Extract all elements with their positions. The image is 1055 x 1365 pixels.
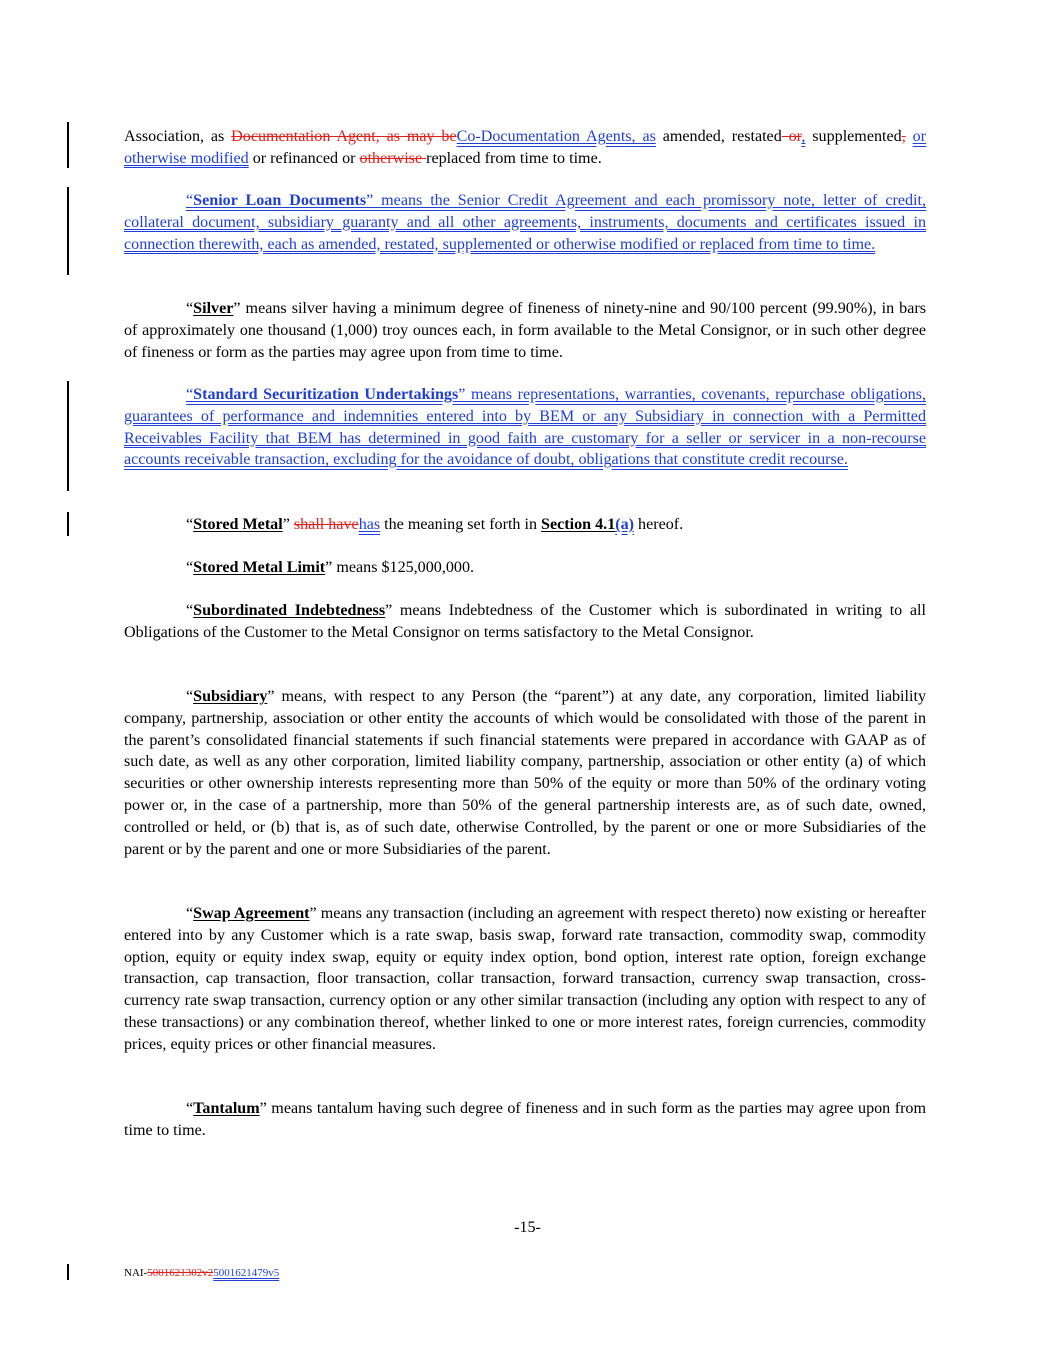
quote: “ — [186, 192, 194, 209]
definition-text: ” means the Senior Credit Agreement and each promissory note, letter of credit, collateral document, subsidiary guaranty and all other agreements, instruments, documents and certificates issued in connection therewith, each as amended, restated, supplemented or otherwise modified or replaced from time to time. — [124, 192, 926, 253]
deleted-text: shall have — [293, 516, 359, 533]
definition-silver — [124, 298, 926, 363]
quote: “ — [186, 300, 194, 317]
deleted-text: otherwise — [359, 149, 427, 167]
definition-text: ” means, with respect to any Person (the “parent”) at any date, any corporation, limited liability company, partnership, association or other entity the accounts of which would be consolidated with those of the parent in the parent’s consolidated financial statements if such financial statements were prepared in accordance with GAAP as of such date, as well as any other corporation, limited liability company, partnership, association or other entity (a) of which securities or other ownership interests representing more than 50% of the equity or more than 50% of the ordinary voting power or, in the case of a partnership, more than 50% of the general partnership interests are, as of such date, owned, controlled or held, or (b) that is, as of such date, otherwise Controlled, by the parent or one or more Subsidiaries of the parent or by the parent and one or more Subsidiaries of the parent. — [124, 688, 926, 858]
deleted-text: Documentation Agent, as may be — [231, 128, 457, 145]
definition-text: ” means Indebtedness of the Customer which is subordinated in writing to all Obligations of the Customer to the Metal Consignor on terms satisfactory to the Metal Consignor. — [124, 602, 926, 641]
quote: “ — [186, 559, 194, 576]
defined-term: Silver — [193, 300, 234, 317]
page-number: -15- — [514, 1219, 541, 1236]
text: or refinanced or — [248, 149, 360, 167]
footer-prefix: NAI- — [124, 1267, 148, 1279]
text — [906, 128, 913, 145]
defined-term: Tantalum — [193, 1100, 260, 1117]
definition-text: ” means representations, warranties, covenants, repurchase obligations, guarantees of performance and indemnities entered into by BEM or any Subsidiary in connection with a Permitted Receivables Facility that BEM has determined in good faith are customary for a seller or servicer in a non-recourse accounts receivable transaction, excluding for the avoidance of doubt, obligations that constitute credit recourse. — [124, 386, 926, 469]
defined-term: Subsidiary — [193, 688, 268, 705]
quote: “ — [186, 386, 194, 403]
quote: “ — [186, 516, 194, 533]
inserted-text: has — [358, 516, 381, 533]
definition-text: ” means tantalum having such degree of fineness and in such form as the parties may agree upon from time to time. — [124, 1100, 926, 1139]
inserted-text: , — [801, 128, 806, 145]
defined-term: Stored Metal Limit — [193, 559, 326, 576]
quote: “ — [186, 905, 194, 922]
definition-standard-securitization-undertakings — [124, 384, 926, 471]
definition-subordinated-indebtedness — [124, 600, 926, 644]
definition-swap-agreement — [124, 903, 926, 1056]
text: supplemented — [805, 128, 902, 145]
text: amended, restated — [655, 128, 782, 145]
quote: “ — [186, 688, 194, 705]
deleted-text: , — [901, 128, 906, 145]
defined-term: Standard Securitization Undertakings — [193, 386, 459, 403]
definition-tantalum — [124, 1098, 926, 1142]
definition-text: ” means silver having a minimum degree of fineness of ninety-nine and 90/100 percent (99.90%), in bars of approximately one thousand (1,000) troy ounces each, in form available to the Metal Consignor, or in such other degree of fineness or form as the parties may agree upon from time to time. — [124, 300, 926, 361]
document-footer-id — [124, 1267, 279, 1279]
deleted-text: 5001621302v2 — [147, 1267, 214, 1279]
inserted-text: or otherwise modified — [124, 128, 926, 167]
deleted-text: or — [781, 128, 802, 145]
section-reference: Section 4.1 — [541, 516, 616, 533]
change-bar — [67, 381, 69, 491]
definition-senior-loan-documents — [124, 190, 926, 255]
change-bar — [67, 1264, 69, 1280]
change-bar — [67, 512, 69, 536]
definition-stored-metal-limit — [124, 557, 926, 579]
inserted-text: 5001621479v5 — [213, 1267, 280, 1279]
definition-stored-metal — [124, 514, 926, 536]
paragraph-continuation — [124, 126, 926, 170]
defined-term: Swap Agreement — [193, 905, 310, 922]
defined-term: Stored Metal — [193, 516, 283, 533]
text: replaced from time to time. — [426, 149, 602, 167]
defined-term: Subordinated Indebtedness — [193, 602, 386, 619]
quote: “ — [186, 602, 194, 619]
quote: “ — [186, 1100, 194, 1117]
change-bar — [67, 122, 69, 168]
inserted-text: (a) — [615, 516, 635, 533]
definition-text: ” means $125,000,000. — [325, 559, 475, 576]
quote: ” — [282, 516, 294, 533]
defined-term: Senior Loan Documents — [193, 192, 367, 209]
text: Association, as — [124, 128, 232, 145]
text: hereof. — [634, 516, 684, 533]
inserted-text: Co-Documentation Agents, as — [456, 128, 656, 145]
text: the meaning set forth in — [380, 516, 542, 533]
change-bar — [67, 187, 69, 275]
definition-subsidiary — [124, 686, 926, 860]
definition-text: ” means any transaction (including an agreement with respect thereto) now existing or hereafter entered into by any Customer which is a rate swap, basis swap, forward rate transaction, commodity swap, commodity option, equity or equity index swap, equity or equity index option, bond option, interest rate option, foreign exchange transaction, cap transaction, floor transaction, collar transaction, forward transaction, currency swap transaction, cross-currency rate swap transaction, currency option or any other similar transaction (including any option with respect to any of these transactions) or any combination thereof, whether linked to one or more interest rates, foreign currencies, commodity prices, equity prices or other financial measures. — [124, 905, 926, 1053]
